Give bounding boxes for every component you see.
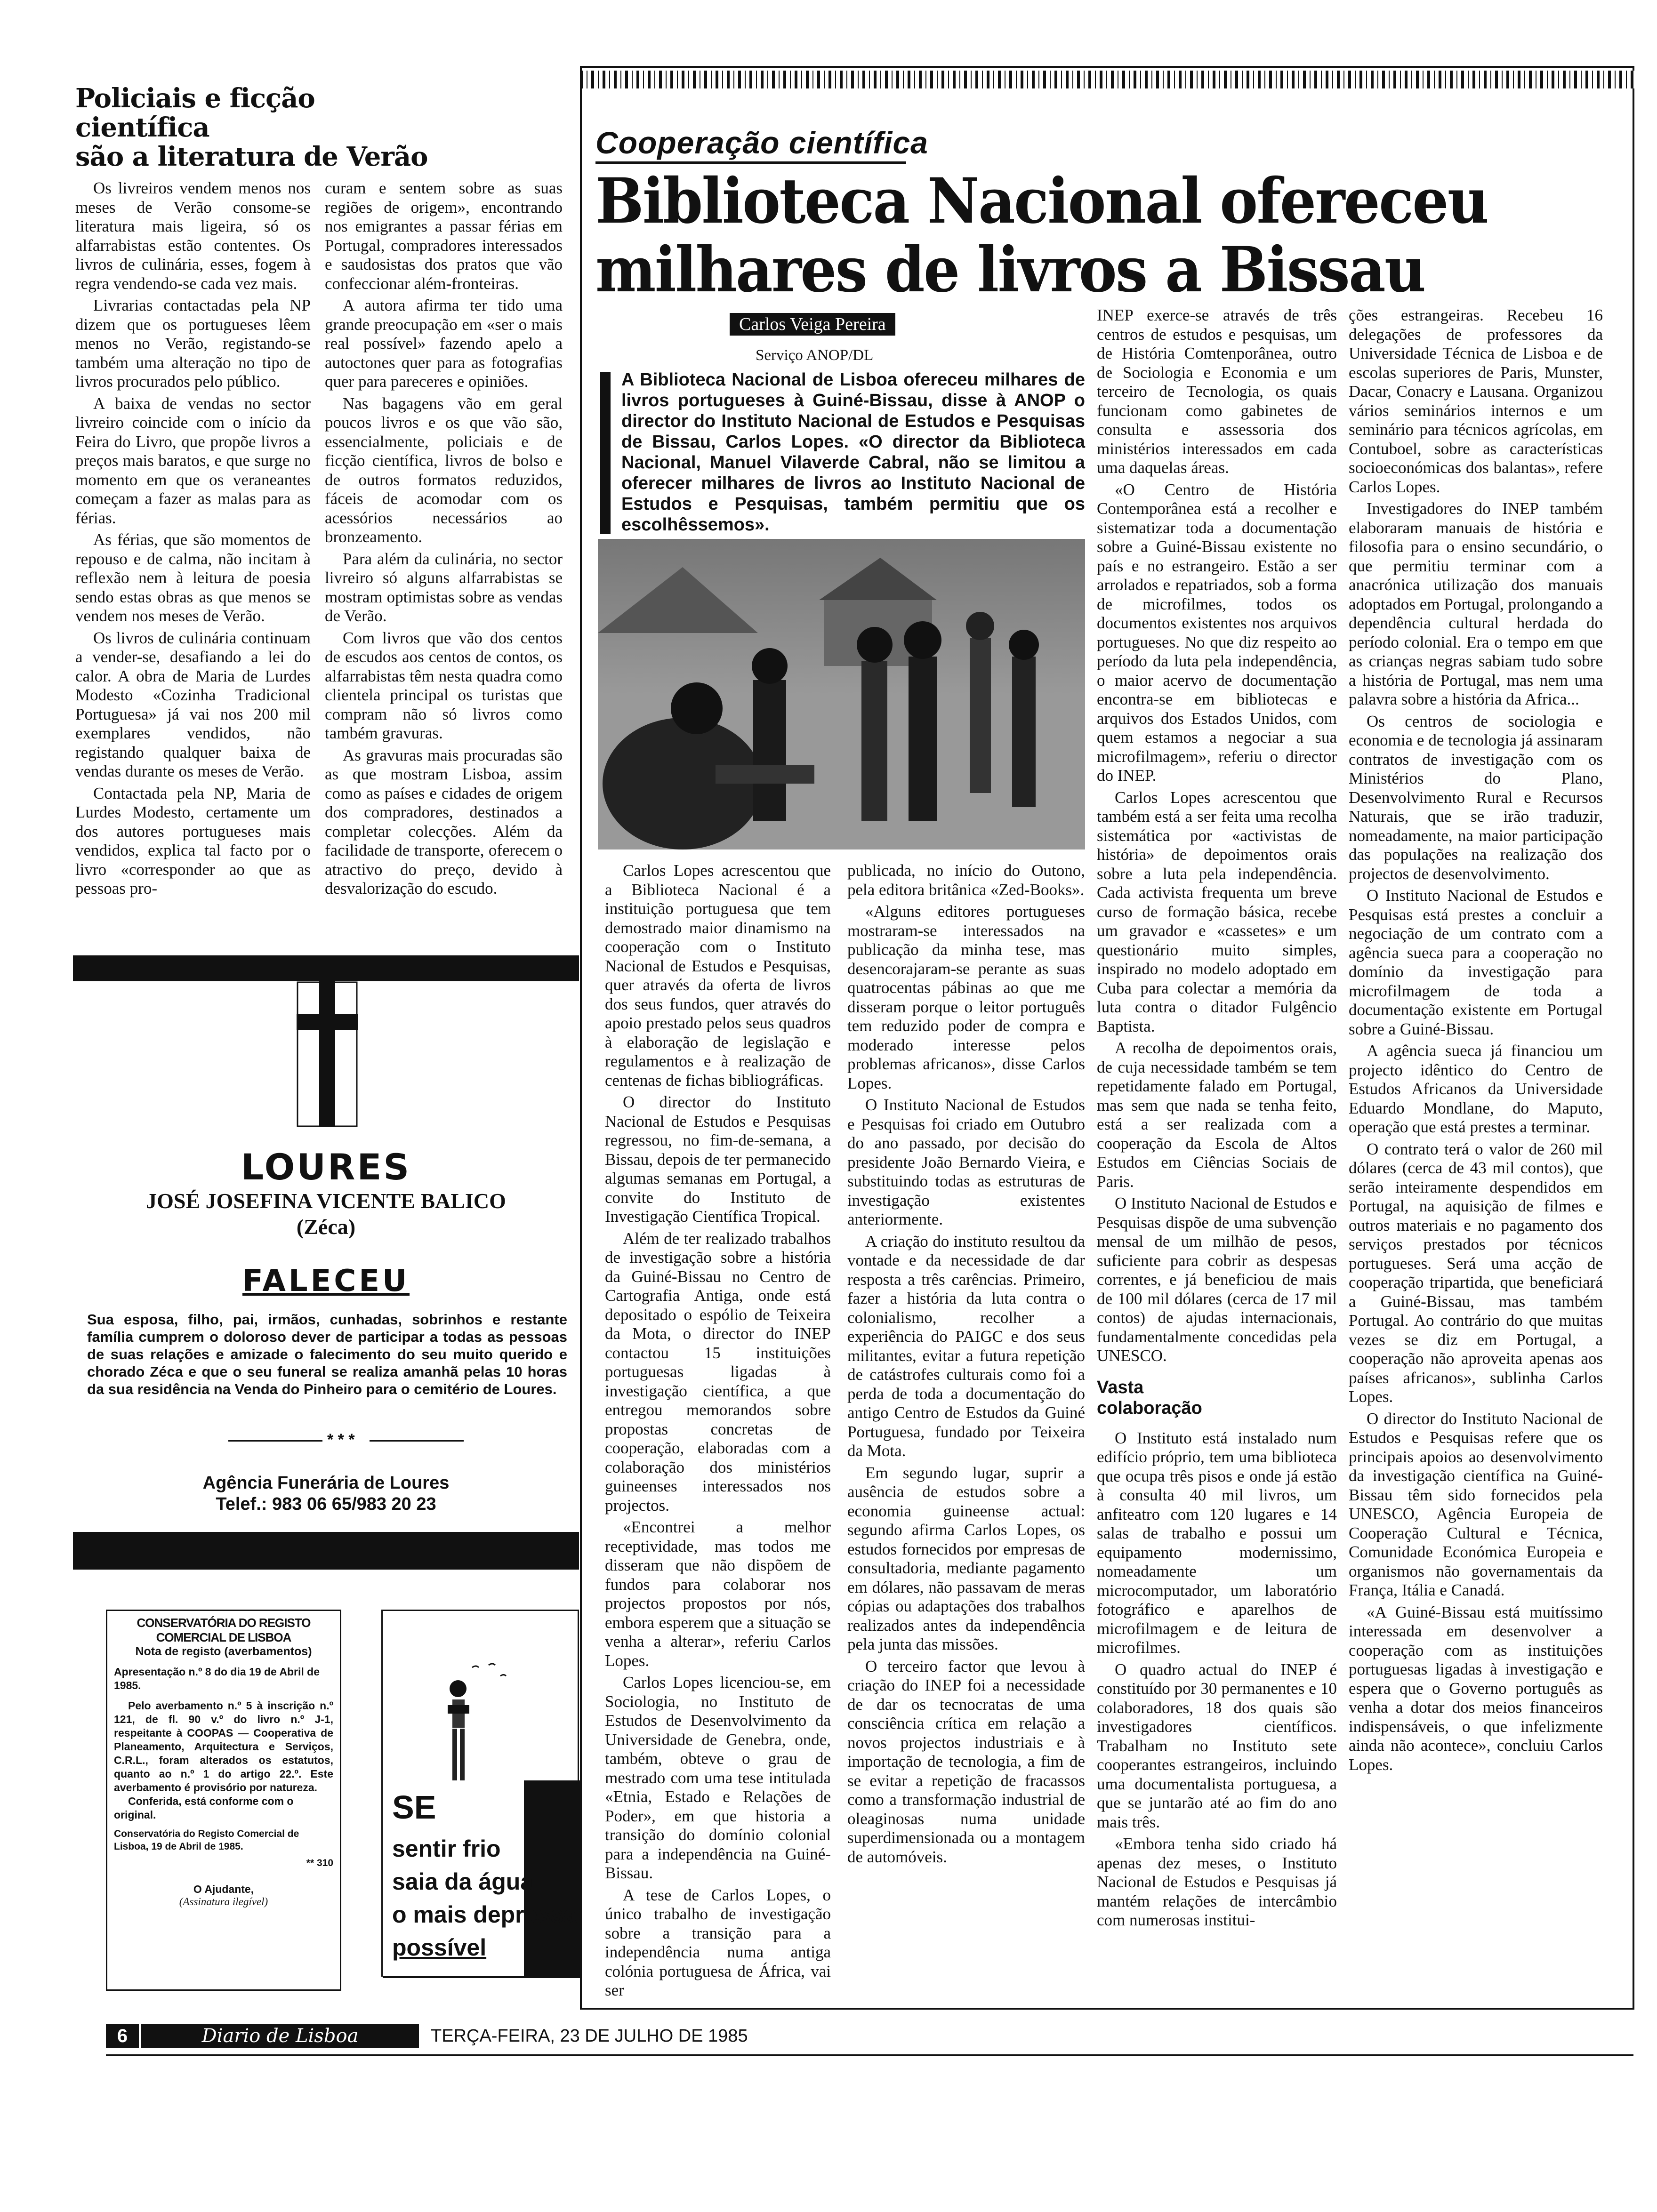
paragraph: As férias, que são momentos de repouso e de calma, não incitam à reflexão nem à leitura de poesia sendo estas obras as que menos se vendem nos meses de Verão.: [75, 530, 311, 625]
issue-date: TERÇA-FEIRA, 23 DE JULHO DE 1985: [431, 2026, 748, 2046]
registry-title-1: CONSERVATÓRIA DO REGISTO: [137, 1616, 311, 1630]
funeral-phone: Telef.: 983 06 65/983 20 23: [216, 1494, 436, 1514]
paragraph: O quadro actual do INEP é constituído por 30 permanentes e 10 colaboradores, 18 dos quais são investigadores científicos. Trabalham no Instituto sete cooperantes estrangeiros, incluindo uma documentalista portuguesa, a que se juntarão até ao fim do ano mais três.: [1097, 1660, 1337, 1831]
paragraph: Carlos Lopes acrescentou que a Biblioteca Nacional é a instituição portuguesa que tem demostrado maior dinamismo na cooperação com o Instituto Nacional de Estudos e Pesquisas, quer através da oferta de livros dos seus fundos, quer através do apoio prestado pelos seus quadros à elaboração de legislação e regulamentos e à realização de centenas de fichas bibliográficas.: [605, 861, 831, 1090]
registry-date: Conservatória do Registo Comercial de Lisboa, 19 de Abril de 1985.: [114, 1828, 299, 1852]
masthead-logo: [141, 2024, 419, 2048]
paragraph: Em segundo lugar, suprir a ausência de estudos sobre a economia guineense actual: segundo afirma Carlos Lopes, os estudos fornecidos por empresas de consultadoria, mediante pagamento em dólares, não passavam de meras cópias ou adaptações dos trabalhos realizados antes da independência pela junta das missões.: [847, 1463, 1085, 1653]
masthead-logo-text: Diario de Lisboa: [201, 2025, 359, 2047]
obituary-stars: * * *: [327, 1431, 355, 1449]
paragraph: «O Centro de História Contemporânea está a recolher e sistematizar toda a documentação sobre a Guiné-Bissau existente no país e no estrangeiro. Estão a ser arrolados e repatriados, sob a forma de microfilmes, todos os documentos existentes nos arquivos portugueses. No que diz respeito ao período da luta pela independência, o maior acervo de documentação encontra-se em bibliotecas e arquivos dos Estados Unidos, com quem estamos a negociar a sua microfilmagem», referiu o director do INEP.: [1097, 480, 1337, 785]
obituary-divider: [228, 1440, 322, 1442]
ad-line-4: o mais depressa: [392, 1901, 577, 1928]
paragraph: A criação do instituto resultou da vontade e da necessidade de dar resposta a três carências. Primeiro, fazer a história da luta contra o colonialismo, recolher a experiência do PAIGC e dos seus militantes, evitar a futura repetição de catástrofes culturais como foi a perda de toda a documentação do antigo Centro de Estudos da Guiné Portuguesa, fundado por Teixeira da Mota.: [847, 1232, 1085, 1460]
page-number: [106, 2024, 139, 2048]
paragraph: O terceiro factor que levou à criação do INEP foi a necessidade de dar os tecnocratas de uma consciência crítica em relação a novos projectos industriais e à importação de tecnologia, a fim de se evitar a repetição de fracassos como a transformação industrial de oleaginosas numa unidade superdimensionada ou a montagem de automóveis.: [847, 1657, 1085, 1866]
cross-icon: [297, 981, 358, 1127]
children-photo: [598, 539, 1085, 850]
obituary-divider: [370, 1440, 464, 1442]
paragraph: Livrarias contactadas pela NP dizem que os portugueses lêem menos no Verão, registando-se também uma alteração no tipo de livros procurados pelo público.: [75, 296, 311, 391]
paragraph: A recolha de depoimentos orais, de cuja necessidade também se tem repetidamente falado em Portugal, mas sem que nada se tenha feito, está a ser realizada com a cooperação da Escola de Altos Estudos em Ciências Sociais de Paris.: [1097, 1039, 1337, 1191]
main-headline-line1: Biblioteca Nacional ofereceu: [595, 165, 1488, 238]
paragraph: Os centros de sociologia e economia e de tecnologia já assinaram contratos de investigação com os Ministérios do Plano, Desenvolvimento Rural e Recursos Naturais, que se irão traduzir, nomeadamente, na maior participação das populações na realização dos projectos de desenvolvimento.: [1349, 712, 1603, 883]
paragraph: «Embora tenha sido criado há apenas dez meses, o Instituto Nacional de Estudos e Pesquisas já mantém relações de intercâmbio com numerosas institui-: [1097, 1835, 1337, 1929]
byline: Carlos Veiga Pereira: [730, 313, 895, 336]
paragraph: O director do Instituto Nacional de Estudos e Pesquisas regressou, no fim-de-semana, a Bissau, depois de ter permanecido algumas semanas em Portugal, a convite do Instituto de Investigação Científica Tropical.: [605, 1093, 831, 1226]
left-article-col2: [325, 179, 563, 901]
ad-line-3: saia da água: [392, 1868, 534, 1895]
ad-line-5: possível: [392, 1934, 487, 1961]
main-kicker: Cooperação científica: [595, 125, 928, 160]
paragraph: Os livreiros vendem menos nos meses de Verão consome-se literatura mais ligeira, só os alfarrabistas estão contentes. Os livros de culinária, esses, fogem à regra vendendo-se cada vez mais.: [75, 179, 311, 293]
main-headline: [595, 167, 1488, 305]
obituary-nickname: (Zéca): [296, 1215, 356, 1239]
left-headline-line1: Policiais e ficção científica: [75, 83, 315, 143]
left-headline: [75, 84, 442, 171]
registry-title-2: COMERCIAL DE LISBOA: [156, 1630, 291, 1644]
paragraph: O Instituto está instalado num edifício próprio, tem uma biblioteca que ocupa três pisos e onde já estão à consulta 40 mil livros, um anfiteatro com 120 lugares e 14 salas de trabalho e possui um equipamento modernissimo, nomeadamente um microcomputador, um laboratório fotográfico e aparelhos de microfilmagem e de leitura de microfilmes.: [1097, 1428, 1337, 1657]
masthead-strip: [580, 71, 1634, 88]
paragraph: Para além da culinária, no sector livreiro só alguns alfarrabistas se mostram optimistas sobre as vendas de Verão.: [325, 549, 563, 625]
news-service: Serviço ANOP/DL: [756, 347, 874, 364]
registry-title-3: Nota de registo (averbamentos): [135, 1645, 312, 1658]
subhead-line1: Vasta: [1097, 1377, 1144, 1397]
paragraph: Investigadores do INEP também elaboraram manuais de história e filosofia para o ensino secundário, o que permitiu terminar com a anacrónica utilização dos manuais adoptados em Portugal, prolongando a dependência cultural herdada do período colonial. Era o tempo em que as crianças negras sabiam tudo sobre a história de Portugal, mas nem uma palavra sobre a história da Africa...: [1349, 499, 1603, 708]
paragraph: Carlos Lopes licenciou-se, em Sociologia, no Instituto de Estudos de Desenvolvimento da Universidade de Genebra, onde, também, obteve o grau de mestrado com uma tese intitulada «Etnia, Estado e Relações de Poder», em que historia a transição do domínio colonial para a independência na Guiné-Bissau.: [605, 1673, 831, 1882]
registry-code: ** 310: [306, 1858, 333, 1868]
obituary-text: Sua esposa, filho, pai, irmãos, cunhadas, sobrinhos e restante família cumprem o doloroso dever de participar a todas as pessoas de suas relações e amizade o falecimento do seu muito querido e chorado Zéca e que o seu funeral se realiza amanhã pelas 10 horas da sua residência na Venda do Pinheiro para o cemitério de Loures.: [87, 1311, 567, 1397]
main-col1: [605, 861, 831, 2003]
paragraph: INEP exerce-se através de três centros de estudos e pesquisas, um de História Comtenporânea, outro de Sociologia e Economia e um terceiro de Tecnologia, os quais funcionam como gabinetes de consulta e assessoria dos ministérios interessados em cada uma daquelas áreas.: [1097, 306, 1337, 477]
registry-notice: [106, 1610, 341, 1991]
paragraph: Os livros de culinária continuam a vender-se, desafiando a lei do calor. A obra de Maria de Lurdes Modesto «Cozinha Tradicional Portuguesa» já vai nos 200 mil exemplares vendidos, não registando qualquer baixa de vendas durante os meses de Verão.: [75, 628, 311, 780]
paragraph: Além de ter realizado trabalhos de investigação sobre a história da Guiné-Bissau no Centro de Cartografia Antiga, onde está depositado o espólio de Teixeira da Mota, o director do INEP contactou 15 instituições portuguesas ligadas à investigação científica, a que entregou memorandos sobre propostas concretas de cooperação, elaboradas com a colaboração dos ministérios guineenses interessados nos projectos.: [605, 1229, 831, 1515]
paragraph: Nas bagagens vão em geral poucos livros e os que vão são, essencialmente, policiais e de ficção científica, livros de bolso e de outros formatos reduzidos, fáceis de acomodar com os acessórios necessários ao bronzeamento.: [325, 394, 563, 546]
main-headline-line2: milhares de livros a Bissau: [595, 233, 1425, 306]
obituary-name: JOSÉ JOSEFINA VICENTE BALICO: [146, 1189, 506, 1213]
main-lead: A Biblioteca Nacional de Lisboa ofereceu milhares de livros portugueses à Guiné-Bissau, disse à ANOP o director do Instituto Nacional de Estudos e Pesquisas de Bissau, Carlos Lopes. «O director da Biblioteca Nacional, Manuel Vilaverde Cabral, não se limitou a oferecer milhares de livros ao Instituto Nacional de Estudos e Pesquisas, também permitiu que os escolhêssemos».: [621, 370, 1085, 535]
registry-signer: O Ajudante,: [193, 1883, 254, 1895]
paragraph: A tese de Carlos Lopes, o único trabalho de investigação sobre a transição para a independência numa antiga colónia portuguesa de África, vai ser: [605, 1885, 831, 1999]
paragraph: A agência sueca já financiou um projecto idêntico do Centro de Estudos Africanos da Universidade Eduardo Mondlane, do Maputo, operação que está prestes a terminar.: [1349, 1042, 1603, 1136]
advertisement: [381, 1610, 579, 1977]
main-col3: [1097, 306, 1337, 1933]
obituary-faleceu: FALECEU: [242, 1264, 410, 1298]
subhead-line2: colaboração: [1097, 1398, 1202, 1418]
paragraph: A baixa de vendas no sector livreiro coincide com o início da Feira do Livro, que propõe livros a preços mais baratos, e que surge no momento em que os veraneantes começam a fazer as malas para as férias.: [75, 394, 311, 527]
section-divider: [73, 955, 579, 981]
paragraph: O Instituto Nacional de Estudos e Pesquisas está prestes a concluir a negociação de um contrato com a agência sueca para a cooperação no domínio da investigação para microfilmagem de toda a documentação existente em Portugal sobre a Guiné-Bissau.: [1349, 886, 1603, 1038]
paragraph: «A Guiné-Bissau está muitíssimo interessada em desenvolver a cooperação com as instituições portuguesas ligadas à investigação e espera que o Governo português as venha a dotar dos meios financeiros indispensáveis, o que infelizmente ainda não acontece», concluiu Carlos Lopes.: [1349, 1603, 1603, 1774]
funeral-agency: Agência Funerária de Loures: [202, 1473, 450, 1493]
kicker-underline: [595, 161, 906, 164]
paragraph: O director do Instituto Nacional de Estudos e Pesquisas refere que os principais apoios ao desenvolvimento da investigação científica na Guiné-Bissau têm sido fornecidos pela UNESCO, Agência Europeia de Cooperação Cultural e Técnica, Comunidade Económica Europeia e organismos não governamentais da França, Itália e Canadá.: [1349, 1409, 1603, 1599]
paragraph: «Encontrei a melhor receptividade, mas todos me disseram que não dispõem de fundos para colaborar nos projectos propostos por nós, embora esperem que a situação se venha a alterar», referiu Carlos Lopes.: [605, 1518, 831, 1670]
left-headline-line2: são a literatura de Verão: [75, 141, 428, 172]
obituary: [73, 981, 579, 1514]
paragraph: curam e sentem sobre as suas regiões de origem», encontrando nos emigrantes a passar férias em Portugal, compradores interessados e saudosistas dos pratos que vão confeccionar além-fronteiras.: [325, 179, 563, 293]
registry-signature: (Assinatura ilegível): [179, 1896, 268, 1907]
paragraph: Contactada pela NP, Maria de Lurdes Modesto, certamente um dos autores portugueses mais vendidos, explica tal facto por o livro «corresponder ao que as pessoas pro-: [75, 784, 311, 898]
ad-text-box: [383, 1780, 577, 1976]
obituary-place: LOURES: [241, 1146, 411, 1188]
registry-body: Pelo averbamento n.º 5 à inscrição n.º 121, de fl. 90 v.º do livro n.º J-1, respeitante à COOPAS — Cooperativa de Planeamento, Arquitectura e Serviços, C.R.L., foram alterados os estatutos, quanto ao n.º 1 do artigo 22.º. Este averbamento é provisório por natureza.: [114, 1699, 333, 1794]
ad-line-2: sentir frio: [392, 1835, 501, 1862]
paragraph: A autora afirma ter tido uma grande preocupação em «ser o mais real possível» fazendo apelo a autoctones quer para as fotografias quer para pareceres e opiniões.: [325, 296, 563, 391]
section-divider: [73, 1532, 579, 1570]
lead-bar: [600, 372, 611, 534]
paragraph: publicada, no início do Outono, pela editora britânica «Zed-Books».: [847, 861, 1085, 899]
main-col4: [1349, 306, 1603, 1777]
paragraph: «Alguns editores portugueses mostraram-se interessados na publicação da minha tese, mas desencorajaram-se perante as suas quatrocentas pábinas ao que me disseram porque o leitor português tem reduzido poder de compra e moderado interesse pelos problemas africanos», disse Carlos Lopes.: [847, 902, 1085, 1092]
subhead: [1097, 1377, 1337, 1419]
left-article-col1: [75, 179, 311, 901]
paragraph: Carlos Lopes acrescentou que também está a ser feita uma recolha sistemática por «activistas de história» de depoimentos orais sobre a luta pela independência. Cada activista frequenta um breve curso de formação básica, recebe um gravador e «cassetes» e um questionário muito simples, inspirado no modelo adoptado em Cuba para colectar a memória da luta contra o ditador Fulgêncio Baptista.: [1097, 788, 1337, 1035]
paragraph: O Instituto Nacional de Estudos e Pesquisas foi criado em Outubro do ano passado, por decisão do presidente João Bernardo Vieira, e substituindo todas as estruturas de investigação existentes anteriormente.: [847, 1096, 1085, 1228]
paragraph: ções estrangeiras. Recebeu 16 delegações de professores da Universidade Técnica de Lisboa e de escolas superiores de Paris, Munster, Dacar, Conacry e Lausana. Organizou vários seminários internos e um seminário para técnicos agrícolas, em Contuboel, sobre as características socioeconómicas dos balantas», refere Carlos Lopes.: [1349, 306, 1603, 496]
registry-presentation: Apresentação n.º 8 do dia 19 de Abril de 1985.: [114, 1666, 320, 1691]
paragraph: As gravuras mais procuradas são as que mostram Lisboa, assim como as países e cidades de origem dos compradores, destinados a completar colecções. Além da facilidade de transporte, oferecem o atractivo do preço, devido à desvalorização do escudo.: [325, 745, 563, 898]
paragraph: O contrato terá o valor de 260 mil dólares (cerca de 43 mil contos), que serão inteiramente despendidos em Portugal, na aquisição de filmes e outros materiais e no pagamento dos serviços prestados por técnicos portugueses. Será uma acção de cooperação tripartida, que beneficiará a Guiné-Bissau, mas também Portugal. Ao contrário do que muitas vezes se diz em Portugal, a cooperação não aproveita apenas aos países africanos», sublinha Carlos Lopes.: [1349, 1139, 1603, 1406]
page-number-text: 6: [117, 2026, 128, 2046]
paragraph: Com livros que vão dos centos de escudos aos centos de contos, os alfarrabistas têm nesta quadra como clientela principal os turistas que compram não só livros como também gravuras.: [325, 628, 563, 742]
paragraph: O Instituto Nacional de Estudos e Pesquisas dispõe de uma subvenção mensal de um milhão de pesos, suficiente para cobrir as despesas correntes, e já beneficiou de mais de 100 mil dólares (cerca de 17 mil contos) de ajudas internacionais, fundamentalmente concedidas pela UNESCO.: [1097, 1194, 1337, 1365]
main-col2: [847, 861, 1085, 1869]
footer-rule: [106, 2054, 1633, 2056]
ad-line-se: SE: [392, 1789, 436, 1826]
registry-confirm: Conferida, está conforme com o original.: [114, 1795, 294, 1821]
